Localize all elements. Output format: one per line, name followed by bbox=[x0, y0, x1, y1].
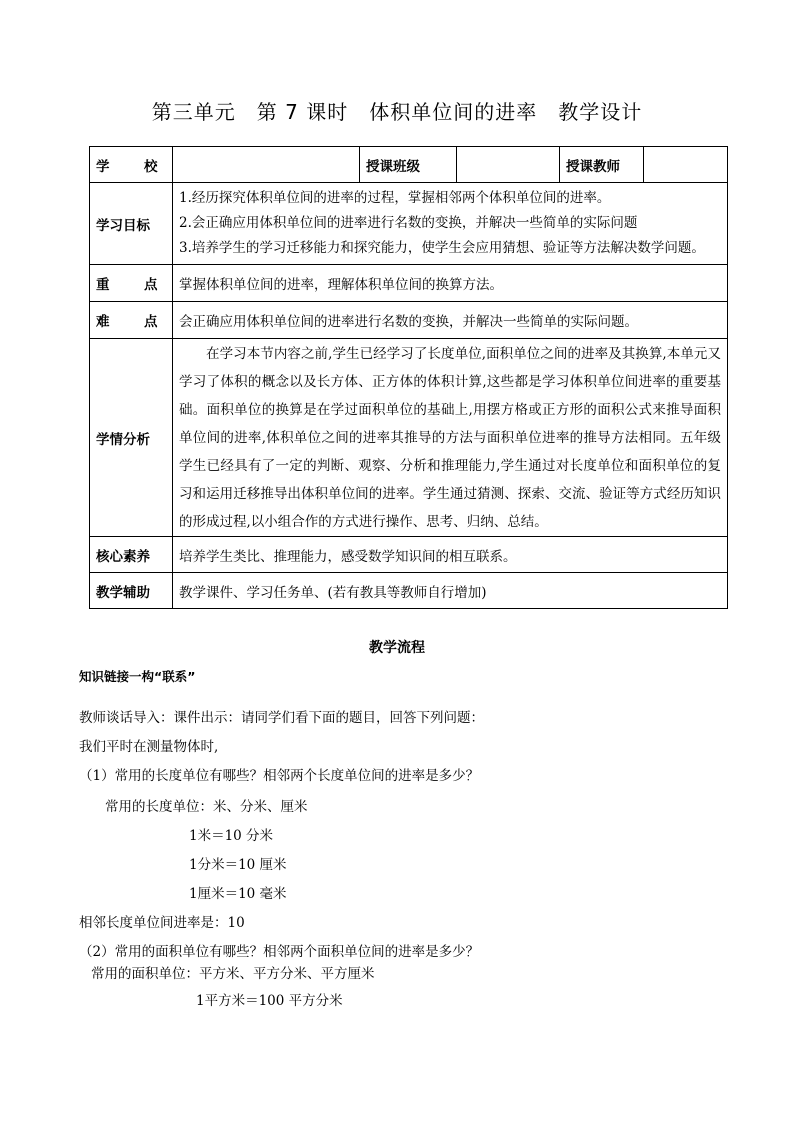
flow-intro: 教师谈话导入：课件出示：请同学们看下面的题目，回答下列问题： bbox=[79, 710, 484, 726]
length-equation-3: 1厘米＝10 毫米 bbox=[189, 886, 287, 902]
goal-item-2: 2.会正确应用体积单位间的进率进行名数的变换，并解决一些简单的实际问题 bbox=[179, 215, 638, 231]
goals-row bbox=[90, 183, 728, 265]
difficulty-label: 难 点 bbox=[90, 302, 173, 339]
goals-label: 学习目标 bbox=[90, 183, 173, 265]
goal-item-3: 3.培养学生的学习迁移能力和探究能力，使学生会应用猜想、验证等方法解决数学问题。 bbox=[179, 240, 705, 256]
analysis-row bbox=[90, 339, 728, 537]
literacy-row bbox=[90, 537, 728, 573]
aids-label: 教学辅助 bbox=[90, 573, 173, 609]
goals-content bbox=[173, 183, 728, 265]
class-label: 授课班级 bbox=[360, 147, 457, 183]
aids-row bbox=[90, 573, 728, 609]
key-point-row bbox=[90, 265, 728, 302]
analysis-label: 学情分析 bbox=[90, 339, 173, 537]
length-equation-2: 1分米＝10 厘米 bbox=[189, 857, 287, 873]
aids-text: 教学课件、学习任务单、(若有教具等教师自行增加) bbox=[173, 573, 728, 609]
page-title: 第三单元 第 7 课时 体积单位间的进率 教学设计 bbox=[151, 100, 643, 124]
flow-title: 教学流程 bbox=[369, 640, 425, 656]
literacy-text: 培养学生类比、推理能力，感受数学知识间的相互联系。 bbox=[173, 537, 728, 573]
difficulty-row bbox=[90, 302, 728, 339]
length-rate: 相邻长度单位间进率是：10 bbox=[79, 915, 245, 931]
area-units: 常用的面积单位：平方米、平方分米、平方厘米 bbox=[91, 966, 375, 982]
flow-lead: 我们平时在测量物体时, bbox=[79, 739, 219, 755]
question-2: （2）常用的面积单位有哪些？相邻两个面积单位间的进率是多少？ bbox=[79, 944, 480, 960]
key-point-label: 重 点 bbox=[90, 265, 173, 302]
lesson-info-table bbox=[89, 146, 728, 609]
teacher-value[interactable] bbox=[644, 147, 728, 183]
analysis-content bbox=[173, 339, 728, 537]
area-equation-1: 1平方米＝100 平方分米 bbox=[196, 993, 343, 1009]
flow-section-heading: 知识链接一构“联系” bbox=[79, 669, 196, 684]
school-value[interactable] bbox=[173, 147, 360, 183]
goal-item-1: 1.经历探究体积单位间的进率的过程，掌握相邻两个体积单位间的进率。 bbox=[179, 190, 611, 206]
length-units: 常用的长度单位：米、分米、厘米 bbox=[105, 799, 308, 815]
question-1: （1）常用的长度单位有哪些？相邻两个长度单位间的进率是多少？ bbox=[79, 768, 480, 784]
analysis-text: 在学习本节内容之前,学生已经学习了长度单位,面积单位之间的进率及其换算,本单元又学习了体积的概念以及长方体、正方体的体积计算,这些都是学习体积单位间进率的重要基础。面积单位的换算是在学过面积单位的基础上,用摆方格或正方形的面积公式来推导面积单位间的进率,体积单位之间的进率其推导的方法与面积单位进率的推导方法相同。五年级学生已经具有了一定的判断、观察、分析和推理能力,学生通过对长度单位和面积单位的复习和运用迁移推导出体积单位间的进率。学生通过猜测、探索、交流、验证等方式经历知识的形成过程,以小组合作的方式进行操作、思考、归纳、总结。 bbox=[179, 346, 721, 530]
teacher-label: 授课教师 bbox=[560, 147, 644, 183]
school-label: 学 校 bbox=[90, 147, 173, 183]
length-equation-1: 1米＝10 分米 bbox=[189, 828, 274, 844]
difficulty-text: 会正确应用体积单位间的进率进行名数的变换，并解决一些简单的实际问题。 bbox=[173, 302, 728, 339]
class-value[interactable] bbox=[457, 147, 560, 183]
literacy-label: 核心素养 bbox=[90, 537, 173, 573]
key-point-text: 掌握体积单位间的进率，理解体积单位间的换算方法。 bbox=[173, 265, 728, 302]
header-row bbox=[90, 147, 728, 183]
